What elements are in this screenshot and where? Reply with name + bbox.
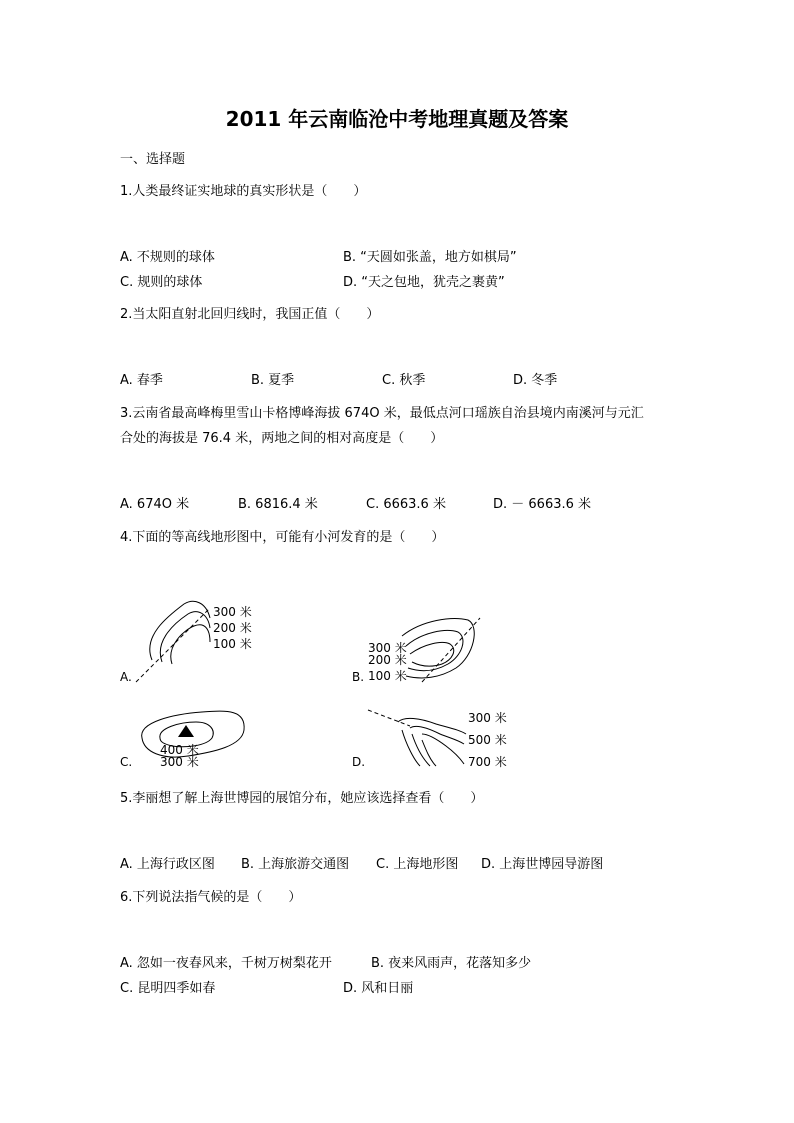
q5-option-a[interactable]: A. 上海行政区图 <box>120 857 215 872</box>
map-a-contour-3: 100 米 <box>213 637 252 651</box>
contour-map-d-drawing <box>350 700 510 772</box>
q2-option-d[interactable]: D. 冬季 <box>513 373 558 388</box>
q4-stem: 4.下面的等高线地形图中，可能有小河发育的是（ ） <box>120 530 445 545</box>
map-d-contour-2: 500 米 <box>468 733 507 747</box>
q1-option-a[interactable]: A. 不规则的球体 <box>120 250 215 265</box>
q3-stem-line1: 3.云南省最高峰梅里雪山卡格博峰海拔 674O 米，最低点河口瑶族自治县境内南溪河与元汇 <box>120 406 644 421</box>
q3-stem-line2: 合处的海拔是 76.4 米，两地之间的相对高度是（ ） <box>120 431 444 446</box>
q6-option-b[interactable]: B. 夜来风雨声，花落知多少 <box>371 956 532 971</box>
q6-option-a[interactable]: A. 忽如一夜春风来，千树万树梨花开 <box>120 956 332 971</box>
q5-option-d[interactable]: D. 上海世博园导游图 <box>481 857 604 872</box>
page-title: 2011 年云南临沧中考地理真题及答案 <box>225 107 569 131</box>
map-a-contour-1: 300 米 <box>213 605 252 619</box>
q1-option-b[interactable]: B. “天圆如张盖，地方如棋局” <box>343 250 517 265</box>
q3-option-b[interactable]: B. 6816.4 米 <box>238 497 318 512</box>
map-b-contour-3: 100 米 <box>368 669 407 683</box>
contour-map-c[interactable] <box>118 700 268 772</box>
q1-option-c[interactable]: C. 规则的球体 <box>120 275 203 290</box>
q6-stem: 6.下列说法指气候的是（ ） <box>120 890 302 905</box>
q3-option-d[interactable]: D. － 6663.6 米 <box>493 497 592 512</box>
contour-map-b-drawing <box>350 596 500 686</box>
q6-option-c[interactable]: C. 昆明四季如春 <box>120 981 216 996</box>
contour-map-a-drawing <box>118 596 268 686</box>
q2-option-b[interactable]: B. 夏季 <box>251 373 295 388</box>
map-b-contour-2: 200 米 <box>368 653 407 667</box>
q2-option-c[interactable]: C. 秋季 <box>382 373 426 388</box>
map-d-contour-1: 300 米 <box>468 711 507 725</box>
map-c-contour-1: 400 米 <box>160 743 199 757</box>
contour-map-a[interactable] <box>118 596 268 686</box>
map-b-label: B. <box>352 670 365 684</box>
map-c-contour-2: 300 米 <box>160 755 199 769</box>
q5-option-b[interactable]: B. 上海旅游交通图 <box>241 857 350 872</box>
map-c-label: C. <box>120 755 133 769</box>
q1-stem: 1.人类最终证实地球的真实形状是（ ） <box>120 184 367 199</box>
map-d-contour-3: 700 米 <box>468 755 507 769</box>
q3-option-c[interactable]: C. 6663.6 米 <box>366 497 446 512</box>
q3-option-a[interactable]: A. 674O 米 <box>120 497 190 512</box>
peak-triangle-icon <box>178 725 194 737</box>
q2-stem: 2.当太阳直射北回归线时，我国正值（ ） <box>120 307 380 322</box>
contour-map-d[interactable] <box>350 700 510 772</box>
q5-option-c[interactable]: C. 上海地形图 <box>376 857 459 872</box>
q6-option-d[interactable]: D. 风和日丽 <box>343 981 414 996</box>
map-a-label: A. <box>120 670 132 684</box>
contour-map-b[interactable] <box>350 596 500 686</box>
map-a-contour-2: 200 米 <box>213 621 252 635</box>
q5-stem: 5.李丽想了解上海世博园的展馆分布，她应该选择查看（ ） <box>120 791 484 806</box>
section-heading: 一、选择题 <box>120 152 186 167</box>
map-b-contour-1: 300 米 <box>368 641 407 655</box>
q2-option-a[interactable]: A. 春季 <box>120 373 163 388</box>
map-d-label: D. <box>352 755 366 769</box>
contour-map-c-drawing <box>118 700 268 772</box>
q1-option-d[interactable]: D. “天之包地，犹壳之裹黄” <box>343 275 505 290</box>
